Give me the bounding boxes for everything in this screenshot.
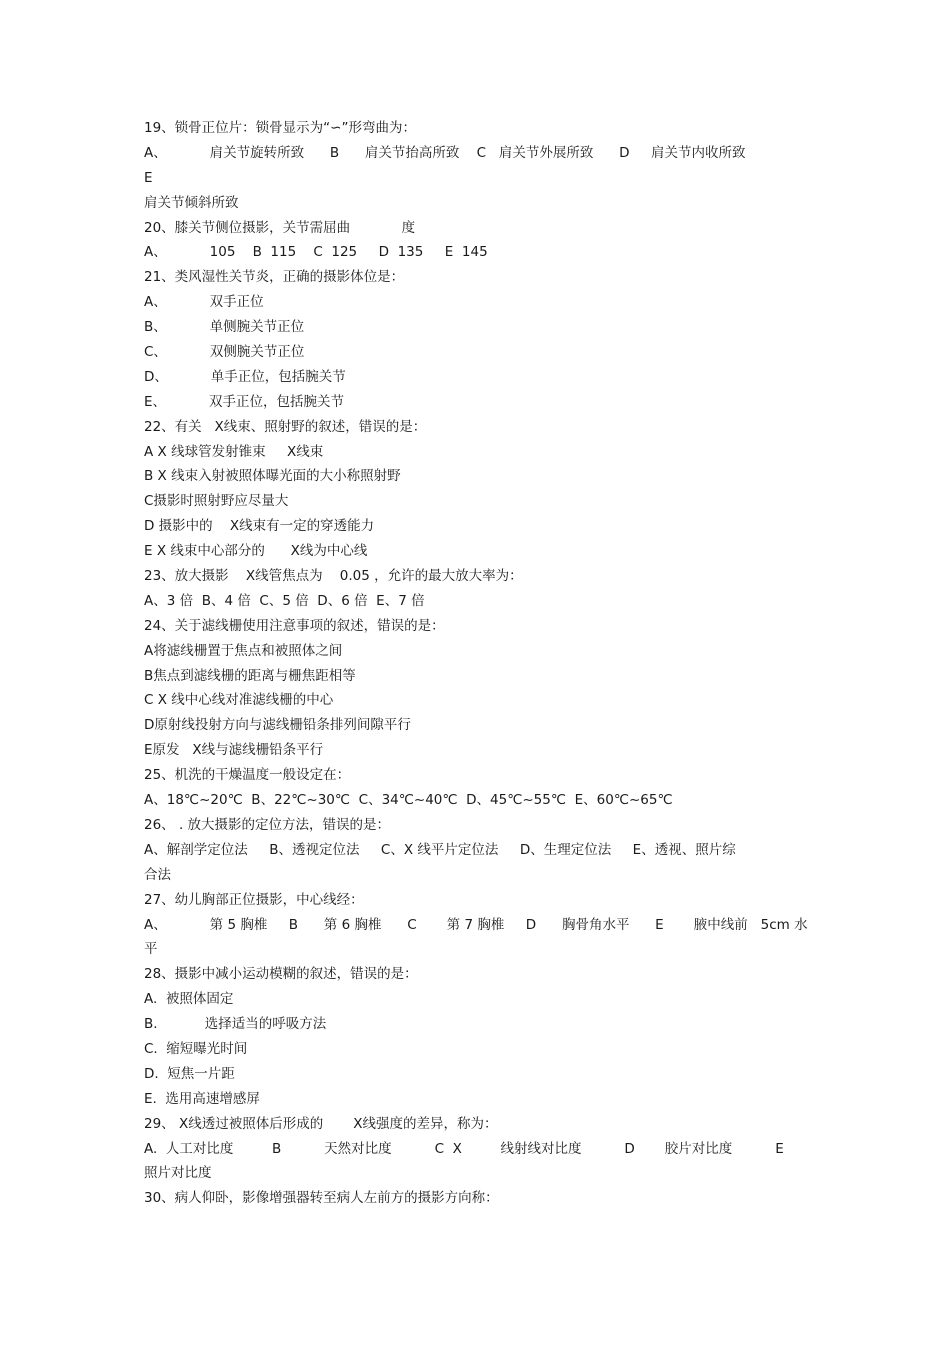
question-19-option-e-text: 肩关节倾斜所致 — [144, 194, 239, 211]
question-21-option-c: C、 双侧腕关节正位 — [144, 344, 305, 361]
question-28-option-e: E. 选用高速增感屏 — [144, 1090, 260, 1107]
question-28-text: 28、摄影中减小运动模糊的叙述，错误的是： — [144, 966, 418, 983]
question-28-option-c: C. 缩短曝光时间 — [144, 1040, 248, 1057]
question-21-option-d: D、 单手正位，包括腕关节 — [144, 368, 346, 385]
question-28-option-b: B. 选择适当的呼吸方法 — [144, 1016, 327, 1033]
question-29-text: 29、 X线透过被照体后形成的 X线强度的差异，称为： — [144, 1115, 498, 1132]
question-21-option-a: A、 双手正位 — [144, 294, 264, 311]
question-28-option-d: D. 短焦一片距 — [144, 1065, 235, 1082]
question-24-text: 24、关于滤线栅使用注意事项的叙述，错误的是： — [144, 617, 445, 634]
question-22-option-e: E X 线束中心部分的 X线为中心线 — [144, 543, 368, 560]
question-21-option-e: E、 双手正位，包括腕关节 — [144, 393, 344, 410]
question-23-options: A、3 倍 B、4 倍 C、5 倍 D、6 倍 E、7 倍 — [144, 592, 425, 609]
question-26-options-continued: 合法 — [144, 866, 171, 883]
question-22-option-a: A X 线球管发射锥束 X线束 — [144, 443, 324, 460]
question-20-text: 20、膝关节侧位摄影，关节需屈曲 度 — [144, 219, 416, 236]
question-22-option-c: C摄影时照射野应尽量大 — [144, 493, 289, 510]
question-29-option-e-text: 照片对比度 — [144, 1165, 212, 1182]
exam-questions — [144, 116, 824, 1211]
question-25-options: A、18℃~20℃ B、22℃~30℃ C、34℃~40℃ D、45℃~55℃ E、60℃~65℃ — [144, 792, 673, 809]
question-20-options: A、 105 B 115 C 125 D 135 E 145 — [144, 244, 488, 261]
question-24-option-c: C X 线中心线对准滤线栅的中心 — [144, 692, 334, 709]
question-27-options-continued: 平 — [144, 941, 158, 958]
question-27-options: A、 第 5 胸椎 B 第 6 胸椎 C 第 7 胸椎 D 胸骨角水平 E 腋中线前 5cm 水 — [144, 916, 808, 933]
question-22-option-b: B X 线束入射被照体曝光面的大小称照射野 — [144, 468, 401, 485]
question-27-text: 27、幼儿胸部正位摄影，中心线经： — [144, 891, 364, 908]
question-24-option-d: D原射线投射方向与滤线栅铅条排列间隙平行 — [144, 717, 411, 734]
question-28-option-a: A. 被照体固定 — [144, 991, 234, 1008]
question-19-option-e-label: E — [144, 169, 153, 186]
question-26-options: A、解剖学定位法 B、透视定位法 C、X 线平片定位法 D、生理定位法 E、透视、照片综 — [144, 841, 736, 858]
question-24-option-e: E原发 X线与滤线栅铅条平行 — [144, 742, 324, 759]
question-21-option-b: B、 单侧腕关节正位 — [144, 319, 305, 336]
question-19-text: 19、锁骨正位片：锁骨显示为“∽”形弯曲为： — [144, 120, 416, 136]
question-24-option-b: B焦点到滤线栅的距离与栅焦距相等 — [144, 667, 356, 684]
question-22-text: 22、有关 X线束、照射野的叙述，错误的是： — [144, 418, 427, 435]
question-29-options: A. 人工对比度 B 天然对比度 C X 线射线对比度 D 胶片对比度 E — [144, 1140, 784, 1157]
question-30-text: 30、病人仰卧，影像增强器转至病人左前方的摄影方向称： — [144, 1190, 499, 1207]
question-23-text: 23、放大摄影 X线管焦点为 0.05 ，允许的最大放大率为： — [144, 568, 523, 585]
question-25-text: 25、机洗的干燥温度一般设定在： — [144, 767, 351, 784]
question-22-option-d: D 摄影中的 X线束有一定的穿透能力 — [144, 518, 375, 535]
question-24-option-a: A将滤线栅置于焦点和被照体之间 — [144, 642, 343, 659]
question-26-text: 26、 . 放大摄影的定位方法，错误的是： — [144, 816, 391, 833]
question-19-options: A、 肩关节旋转所致 B 肩关节抬高所致 C 肩关节外展所致 D 肩关节内收所致 — [144, 144, 746, 161]
question-21-text: 21、类风湿性关节炎，正确的摄影体位是： — [144, 269, 405, 286]
